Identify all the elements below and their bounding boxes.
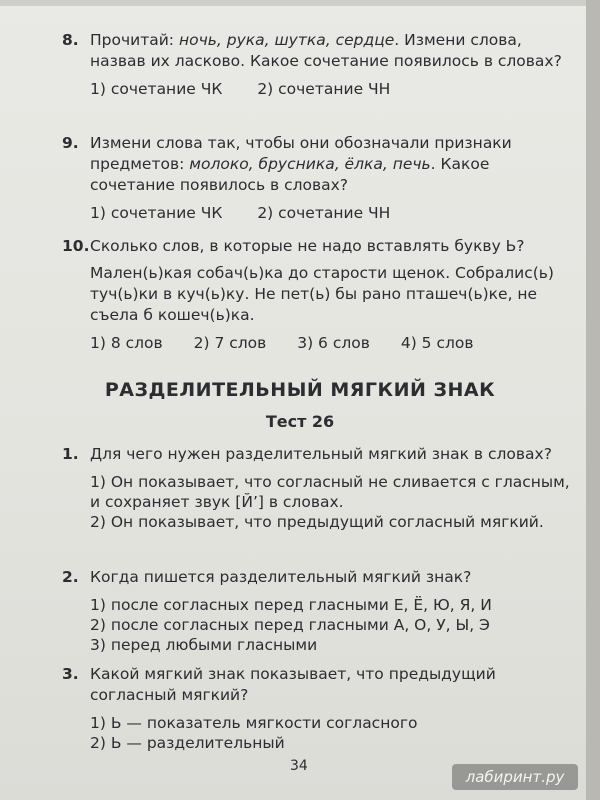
test-title: Тест 26 [265, 412, 335, 431]
question-number: 10. [62, 237, 90, 255]
question-words: молоко, брусника, ёлка, печь [189, 155, 431, 173]
answer-options [90, 472, 574, 532]
answer-option: 2) сочетание ЧН [257, 204, 391, 222]
question-suffix: . Какое сочетание появилось в словах? [90, 155, 490, 194]
answer-option: 1) Он показывает, что согласный не сливается с гласным, и сохраняет звук [Й’] в словах. [90, 473, 570, 511]
answer-options [90, 79, 574, 100]
answer-option: 2) сочетание ЧН [257, 80, 391, 98]
test-question-2 [62, 567, 574, 655]
question-number: 2. [62, 568, 79, 586]
answer-option: 1) сочетание ЧК [90, 204, 223, 222]
test-question-3 [62, 664, 574, 753]
answer-option: 1) после согласных перед гласными Е, Ё, Ю, Я, И [90, 596, 492, 614]
answer-option: 2) 7 слов [193, 334, 267, 352]
question-number: 3. [62, 665, 79, 683]
question-9 [62, 133, 574, 224]
answer-options [90, 713, 574, 753]
answer-option: 4) 5 слов [400, 334, 474, 352]
section-title: РАЗДЕЛИТЕЛЬНЫЙ МЯГКИЙ ЗНАК [104, 379, 496, 401]
answer-option: 2) Ь — разделительный [90, 734, 285, 752]
page-top-edge [0, 0, 600, 6]
question-number: 9. [62, 134, 79, 152]
exercise-text: Мален(ь)кая собач(ь)ка до старости щенок. Собралис(ь) туч(ь)ки в куч(ь)ку. Не пет(ь) бы рано пташеч(ь)ке, не съела б кошеч(ь)ка. [90, 264, 554, 324]
question-text: Когда пишется разделительный мягкий знак? [90, 568, 472, 586]
answer-option: 2) Он показывает, что предыдущий согласный мягкий. [90, 513, 544, 531]
answer-option: 3) перед любыми гласными [90, 636, 318, 654]
question-number: 1. [62, 445, 79, 463]
answer-option: 2) после согласных перед гласными А, О, У, Ы, Э [90, 616, 490, 634]
test-question-1 [62, 444, 574, 532]
page-number: 34 [290, 758, 308, 774]
question-prefix: Прочитай: [90, 31, 175, 49]
answer-option: 3) 6 слов [297, 334, 370, 352]
answer-options [90, 203, 574, 224]
answer-option: 1) 8 слов [90, 334, 163, 352]
answer-option: 1) сочетание ЧК [90, 80, 223, 98]
answer-options [90, 595, 574, 655]
answer-option: 1) Ь — показатель мягкости согласного [90, 714, 418, 732]
question-number: 8. [62, 31, 79, 49]
answer-options [90, 333, 574, 354]
question-8 [62, 30, 574, 100]
watermark: лабиринт.ру [452, 764, 578, 790]
question-text: Какой мягкий знак показывает, что предыдущий согласный мягкий? [90, 665, 496, 704]
question-text: Для чего нужен разделительный мягкий знак в словах? [90, 445, 552, 463]
question-words: ночь, рука, шутка, сердце [178, 31, 395, 49]
question-prefix: Измени слова так, чтобы они обозначали признаки предметов: [90, 134, 512, 173]
question-text: Сколько слов, в которые не надо вставлять букву Ь? [90, 237, 525, 255]
question-suffix: . Измени слова, назвав их ласково. Какое сочетание появилось в словах? [90, 31, 562, 70]
question-10 [62, 236, 574, 354]
